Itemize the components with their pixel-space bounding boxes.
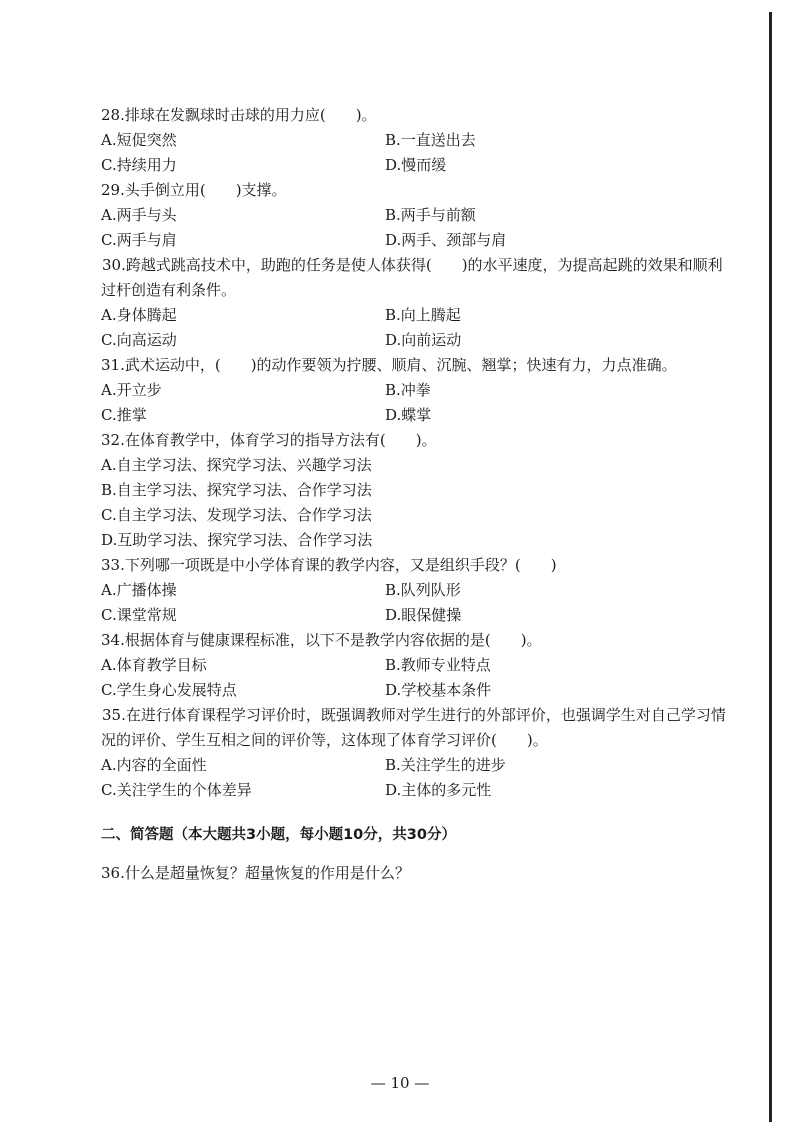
option: C.推掌 <box>101 406 147 424</box>
question-stem: 32.在体育教学中，体育学习的指导方法有( )。 <box>101 431 437 449</box>
option: A.体育教学目标 <box>101 656 207 674</box>
question-stem: 31.武术运动中，( )的动作要领为拧腰、顺肩、沉腕、翘掌；快速有力，力点准确。 <box>101 356 677 374</box>
page-number: — 10 — <box>370 1074 430 1092</box>
option: B.冲拳 <box>385 381 431 399</box>
option: A.自主学习法、探究学习法、兴趣学习法 <box>101 456 372 474</box>
option: B.向上腾起 <box>385 306 461 324</box>
option: B.教师专业特点 <box>385 656 491 674</box>
option-grid <box>101 653 731 703</box>
option: B.两手与前额 <box>385 206 476 224</box>
option: C.关注学生的个体差异 <box>101 781 252 799</box>
option: A.开立步 <box>101 381 162 399</box>
option-grid <box>101 753 731 803</box>
option: D.向前运动 <box>385 331 462 349</box>
question-stem: 34.根据体育与健康课程标准，以下不是教学内容依据的是( )。 <box>101 631 542 649</box>
option: A.内容的全面性 <box>101 756 207 774</box>
question-stem: 33.下列哪一项既是中小学体育课的教学内容，又是组织手段？( ) <box>101 556 557 574</box>
option: A.短促突然 <box>101 131 177 149</box>
option: C.向高运动 <box>101 331 177 349</box>
option-grid <box>101 378 731 428</box>
question-stem: 29.头手倒立用( )支撑。 <box>101 181 287 199</box>
option-grid <box>101 128 731 178</box>
option: D.眼保健操 <box>385 606 462 624</box>
binding-margin-line <box>769 12 772 1122</box>
option: C.自主学习法、发现学习法、合作学习法 <box>101 506 372 524</box>
section-heading: 二、简答题（本大题共3小题，每小题10分，共30分） <box>101 827 456 843</box>
option-grid <box>101 453 731 553</box>
question-stem: 36.什么是超量恢复？超量恢复的作用是什么？ <box>101 864 410 882</box>
option: C.持续用力 <box>101 156 177 174</box>
option: D.慢而缓 <box>385 156 447 174</box>
option: C.课堂常规 <box>101 606 177 624</box>
option: C.两手与肩 <box>101 231 177 249</box>
question-list <box>101 103 731 886</box>
option: D.两手、颈部与肩 <box>385 231 507 249</box>
question-stem: 28.排球在发飘球时击球的用力应( )。 <box>101 106 377 124</box>
option-grid <box>101 303 731 353</box>
option-grid <box>101 203 731 253</box>
option: D.蝶掌 <box>385 406 432 424</box>
question-stem: 35.在进行体育课程学习评价时，既强调教师对学生进行的外部评价，也强调学生对自己学习情况的评价、学生互相之间的评价等，这体现了体育学习评价( )。 <box>101 706 726 749</box>
option: A.两手与头 <box>101 206 177 224</box>
option-grid <box>101 578 731 628</box>
option: D.互助学习法、探究学习法、合作学习法 <box>101 531 373 549</box>
option: A.身体腾起 <box>101 306 177 324</box>
question-stem: 30.跨越式跳高技术中，助跑的任务是使人体获得( )的水平速度，为提高起跳的效果和顺利过杆创造有利条件。 <box>101 256 723 299</box>
option: B.队列队形 <box>385 581 461 599</box>
option: C.学生身心发展特点 <box>101 681 237 699</box>
option: B.自主学习法、探究学习法、合作学习法 <box>101 481 372 499</box>
option: B.关注学生的进步 <box>385 756 506 774</box>
option: D.主体的多元性 <box>385 781 492 799</box>
option: D.学校基本条件 <box>385 681 492 699</box>
option: B.一直送出去 <box>385 131 476 149</box>
option: A.广播体操 <box>101 581 177 599</box>
